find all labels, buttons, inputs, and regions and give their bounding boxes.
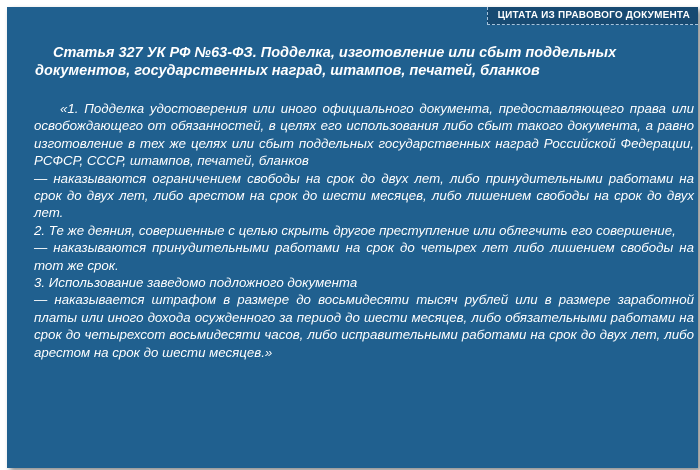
paragraph-part-3: 3. Использование заведомо подложного документа (34, 275, 358, 291)
article-body (34, 100, 694, 361)
paragraph-penalty-3: — наказывается штрафом в размере до восьмидесяти тысяч рублей или в размере заработной платы или иного дохода осужденного за период до шести месяцев, либо обязательными работами на срок до четырехсот восьмидесяти часов, либо исправительными работами на срок до двух лет, либо арестом на срок до шести месяцев.» (34, 292, 694, 360)
legal-quote-card (7, 7, 698, 468)
paragraph-penalty-1: — наказываются ограничением свободы на срок до двух лет, либо принудительными работами на срок до двух лет, либо арестом на срок до шести месяцев, либо лишением свободы на срок до двух лет. (34, 170, 694, 221)
article-title: Статья 327 УК РФ №63-ФЗ. Подделка, изготовление или сбыт поддельных документов, государственных наград, штампов, печатей, бланков (35, 45, 617, 79)
paragraph-part-2: 2. Те же деяния, совершенные с целью скрыть другое преступление или облегчить его совершение, (34, 222, 676, 238)
paragraph-penalty-2: — наказываются принудительными работами на срок до четырех лет либо лишением свободы на тот же срок. (34, 240, 694, 273)
paragraph-part-1: «1. Подделка удостоверения или иного официального документа, предоставляющего права или освобождающего от обязанностей, в целях его использования либо сбыт такого документа, а равно изготовление в тех же целях или сбыт поддельных государственных наград Российской Федерации, РСФСР, СССР, штампов, печатей, бланков (34, 101, 694, 169)
quote-source-label: ЦИТАТА ИЗ ПРАВОВОГО ДОКУМЕНТА (487, 7, 698, 25)
